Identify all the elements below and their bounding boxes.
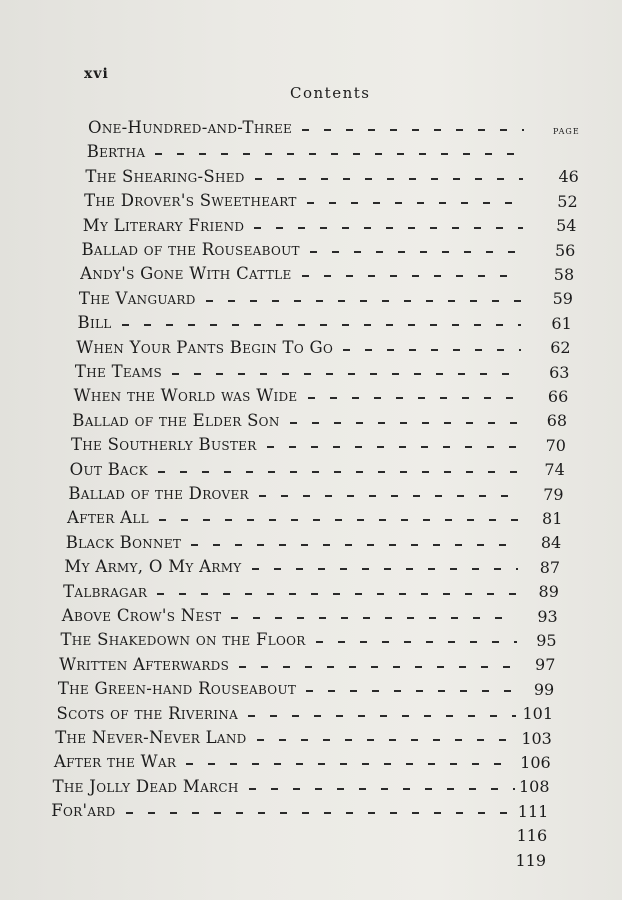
toc-entry-title: Bill	[77, 313, 112, 333]
dot-leader	[307, 202, 523, 204]
dot-leader	[249, 788, 515, 790]
toc-page-number: 119	[515, 850, 546, 870]
dot-leader	[254, 227, 522, 229]
toc-page-number: 58	[553, 265, 575, 284]
toc-page-number: 46	[558, 167, 579, 187]
toc-entry-title: Andy's Gone With Cattle	[80, 264, 292, 284]
dot-leader	[257, 739, 516, 741]
toc-page-number: 66	[547, 387, 569, 406]
toc-entry-title: After the War	[53, 752, 177, 772]
toc-entry	[74, 381, 527, 405]
toc-entry-title: Ballad of the Drover	[68, 484, 249, 503]
toc-page-number: 89	[538, 582, 559, 602]
dot-leader	[248, 715, 516, 717]
toc-page-number: 59	[552, 289, 573, 309]
dot-leader	[172, 373, 521, 375]
dot-leader	[259, 495, 519, 497]
toc-entry	[53, 772, 521, 796]
toc-page-number: 108	[518, 777, 550, 797]
toc-page-number: 62	[550, 338, 571, 358]
dot-leader	[186, 763, 515, 765]
toc-page-number: 63	[549, 362, 570, 382]
toc-entry	[59, 650, 522, 674]
toc-page-number: 116	[516, 826, 548, 846]
toc-entry-title: My Literary Friend	[82, 215, 245, 235]
dot-leader	[316, 641, 517, 643]
toc-entry-title: The Green-hand Rouseabout	[57, 679, 297, 699]
toc-page-number: 81	[542, 509, 563, 528]
toc-page-number: 101	[522, 704, 554, 724]
toc-page-number: 79	[543, 484, 564, 504]
toc-entry	[84, 186, 529, 210]
dot-leader	[191, 544, 518, 546]
dot-leader	[343, 349, 521, 351]
toc-entry	[67, 503, 524, 527]
toc-entry	[87, 137, 530, 161]
toc-entry-title: The Shearing-Shed	[85, 166, 245, 186]
toc-entry-title: My Army, O My Army	[64, 557, 242, 577]
toc-entry	[79, 284, 528, 308]
toc-entry-title: Bertha	[86, 142, 146, 162]
toc-entry	[83, 211, 529, 235]
toc-entry	[76, 333, 527, 357]
toc-entry	[62, 601, 523, 625]
toc-entry-title: After All	[67, 508, 149, 528]
toc-page-number: 70	[545, 435, 566, 455]
page-folio: xvi	[84, 66, 109, 82]
dot-leader	[252, 568, 518, 570]
toc-entry-title: The Southerly Buster	[70, 435, 257, 455]
dot-leader	[231, 617, 517, 619]
toc-entry-title: Ballad of the Elder Son	[72, 410, 280, 430]
toc-entry-title: Ballad of the Rouseabout	[81, 240, 300, 259]
toc-page-number: 93	[537, 606, 558, 626]
toc-entry	[88, 113, 530, 137]
toc-entry-title: The Teams	[74, 362, 163, 381]
dot-leader	[306, 690, 516, 692]
toc-entry	[55, 723, 521, 747]
toc-page-number: 74	[544, 460, 565, 480]
toc-entry-title: When Your Pants Begin To Go	[76, 337, 334, 357]
dot-leader	[122, 324, 522, 326]
toc-entry	[57, 699, 522, 723]
dot-leader	[308, 397, 521, 399]
dot-leader	[159, 519, 519, 521]
toc-entry-title: For'ard	[51, 801, 116, 821]
toc-entry-title: The Shakedown on the Floor	[60, 630, 306, 650]
toc-page-number: 52	[557, 191, 578, 211]
dot-leader	[302, 275, 522, 277]
toc-entry	[71, 430, 526, 454]
dot-leader	[157, 593, 517, 595]
toc-entry	[72, 406, 526, 430]
toc-page-number: 56	[554, 240, 576, 260]
toc-page-number: 87	[539, 557, 561, 577]
toc-entry	[54, 747, 521, 771]
toc-entry	[51, 796, 520, 820]
toc-entry-title: Black Bonnet	[65, 532, 182, 552]
toc-entry-title: Above Crow's Nest	[61, 606, 222, 625]
toc-entry	[58, 674, 522, 698]
toc-page-number: 61	[551, 313, 572, 333]
toc-entry-title: Talbragar	[63, 581, 148, 601]
page-column-label: PAGE	[553, 127, 580, 136]
dot-leader	[255, 178, 524, 180]
toc-entry-title: Out Back	[69, 459, 148, 479]
toc-entry	[85, 162, 529, 186]
toc-entry-title: Written Afterwards	[59, 654, 230, 674]
dot-leader	[290, 422, 520, 424]
dot-leader	[239, 666, 516, 668]
toc-page-number: 111	[517, 801, 549, 821]
toc-page-number: 99	[533, 679, 555, 699]
toc-page-number: 103	[521, 728, 552, 748]
toc-entry	[60, 625, 522, 649]
toc-page-number: 97	[535, 655, 556, 675]
dot-leader	[126, 812, 515, 814]
dot-leader	[302, 129, 524, 131]
toc-page-number: 84	[540, 533, 562, 553]
dot-leader	[310, 251, 522, 253]
toc-entry	[81, 235, 528, 259]
toc-page-number: 106	[520, 753, 551, 772]
page-title: Contents	[290, 84, 371, 102]
dot-leader	[155, 153, 523, 155]
toc-entry-title: One-Hundred-and-Three	[88, 118, 293, 137]
toc-entry	[75, 357, 527, 381]
toc-entry-title: The Jolly Dead March	[52, 776, 239, 796]
toc-entry	[70, 455, 526, 479]
toc-entry	[64, 552, 523, 576]
toc-entry	[68, 479, 524, 503]
toc-page-number: 95	[536, 631, 557, 650]
toc-entry-title: The Vanguard	[78, 288, 196, 308]
toc-entry	[80, 259, 528, 283]
toc-page-number: 68	[546, 411, 568, 431]
toc-page-number: 54	[556, 216, 577, 236]
dot-leader	[158, 471, 519, 473]
toc-entry-title: When the World was Wide	[73, 386, 298, 406]
dot-leader	[267, 446, 520, 448]
dot-leader	[206, 300, 522, 302]
toc-entry	[66, 528, 524, 552]
toc-entry	[78, 308, 528, 332]
toc-entry	[63, 577, 523, 601]
toc-entry-title: The Drover's Sweetheart	[84, 191, 297, 211]
toc-entry-title: Scots of the Riverina	[56, 703, 239, 723]
toc-entry-title: The Never-Never Land	[55, 728, 247, 747]
